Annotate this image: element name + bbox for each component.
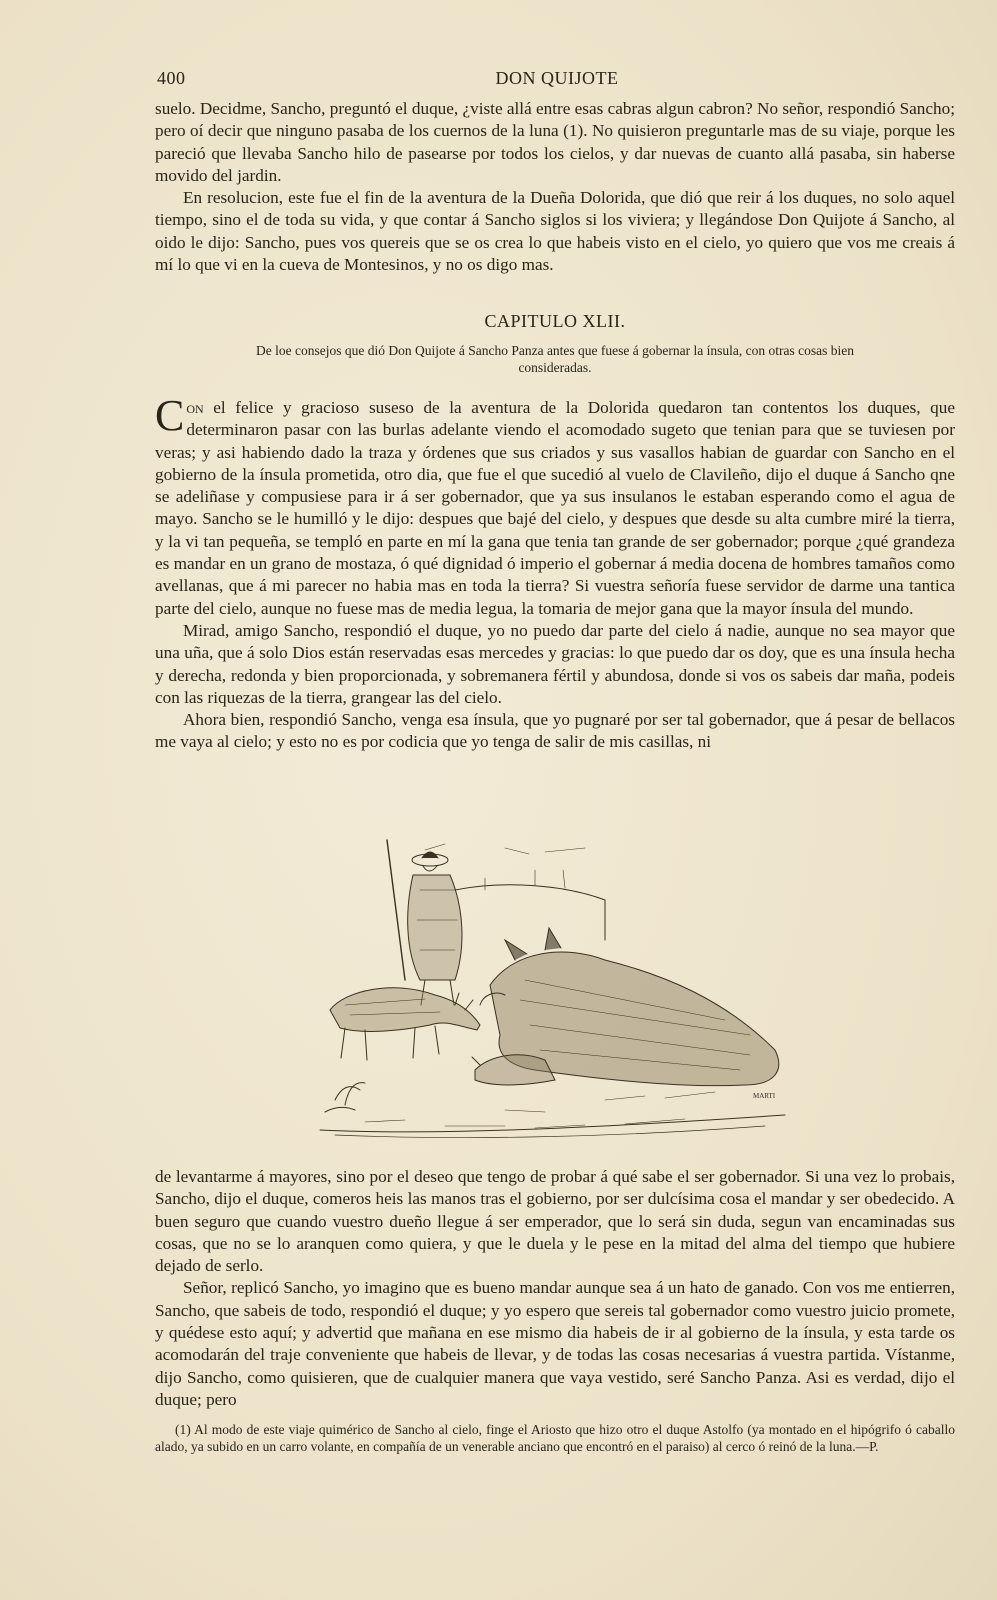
top-text-block — [155, 98, 955, 276]
running-title: DON QUIJOTE — [495, 68, 619, 88]
chapter-subtitle: De loe consejos que dió Don Quijote á Sancho Panza antes que fuese á gobernar la ínsula, con otras cosas bien consideradas. — [256, 343, 854, 375]
paragraph: En resolucion, este fue el fin de la aventura de la Dueña Dolorida, que dió que reir á los duques, no solo aquel tiempo, sino el de toda su vida, y que contar á Sancho siglos si los viviera; y llegándose Don Quijote á Sancho, al oido le dijo: Sancho, pues vos quereis que se os crea lo que habeis visto en el cielo, yo quiero que vos me creais á mí lo que vi en la cueva de Montesinos, y no os digo mas. — [155, 188, 955, 275]
running-header — [157, 68, 957, 94]
paragraph: Ahora bien, respondió Sancho, venga esa ínsula, que yo pugnaré por ser tal gobernador, que á pesar de bellacos me vaya al cielo; y esto no es por codicia que yo tenga de salir de mis casillas, ni — [155, 710, 955, 752]
paragraph: Señor, replicó Sancho, yo imagino que es bueno mandar aunque sea á un hato de ganado. Con vos me entierren, Sancho, que sabeis de todo, respondió el duque; y yo espero que sereis tal gobernador como vuestro juicio promete, y quédese esto aquí; y advertid que mañana en ese mismo dia habeis de ir al gobierno de la ínsula, y esta tarde os acomodarán del traje conveniente que habeis de llevar, y de todas las cosas necesarias á vuestra partida. Vístanme, dijo Sancho, como quisieren, que de cualquier manera que vaya vestido, seré Sancho Panza. Asi es verdad, dijo el duque; pero — [155, 1278, 955, 1409]
drop-cap: C — [155, 391, 185, 440]
footnote-text: (1) Al modo de este viaje quimérico de Sancho al cielo, finge el Ariosto que hizo otro el duque Astolfo (ya montado en el hipógrifo ó caballo alado, ya subido en un carro volante, en compañía de un venerable anciano que encontró en el paraiso) al cerco ó reinó de la luna.—P. — [155, 1422, 955, 1454]
paragraph — [155, 391, 955, 620]
footnote — [155, 1421, 955, 1455]
paragraph-text: el felice y gracioso suseso de la aventura de la Dolorida quedaron tan contentos los duques, que determinaron pasar con las burlas adelante viendo el acomodado sugeto que tenian para que se tuviesen por veras; y asi habiendo dado la traza y órdenes que sus criados y sus vasallos habian de guardar con Sancho en el gobierno de la ínsula prometida, otro dia, que fue el que sucedió al vuelo de Clavileño, dijo el duque á Sancho qne se adeliñase y compusiese para ir á ser gobernador, que ya sus insulanos le estaban esperando como el agua de mayo. Sancho se le humilló y le dijo: despues que bajé del cielo, y despues que desde su alta cumbre miré la tierra, y la vi tan pequeña, se templó en parte en mí la gana que tenia tan grande de ser gobernador; porque ¿qué grandeza es mandar en un grano de mostaza, ó qué dignidad ó imperio el gobernar á media docena de hombres tamaños como avellanas, que á mi parecer no habia mas en toda la tierra? Si vuestra señoría fuese servidor de darme una tantica parte del cielo, aunque no fuese mas de media legua, la tomaria de mejor gana que la mayor ínsula del mundo. — [155, 398, 955, 618]
page-number: 400 — [157, 68, 186, 88]
engraving-illustration — [305, 830, 805, 1150]
paragraph: Mirad, amigo Sancho, respondió el duque, yo no puedo dar parte del cielo á nadie, aunque no sea mayor que una uña, que á solo Dios están reservadas esas mercedes y gracias: lo que puedo dar os doy, que es una ínsula hecha y derecha, redonda y bien proporcionada, y sobremanera fértil y abundosa, donde si vos os sabeis dar maña, podeis con las riquezas de la tierra, grangear las del cielo. — [155, 620, 955, 707]
engraver-signature: MARTI — [753, 1092, 776, 1100]
paragraph: de levantarme á mayores, sino por el deseo que tengo de probar á qué sabe el ser gobernador. Si una vez lo probais, Sancho, dijo el duque, comeros heis las manos tras el gobierno, por ser dulcísima cosa el mandar y ser obedecido. A buen seguro que cuando vuestro dueño llegue á ser emperador, que lo será sin duda, segun van encaminadas sus cosas, que no se lo aranquen como quiera, y que le duela y le pese en la mitad del alma del tiempo que hubiere dejado de serlo. — [155, 1167, 955, 1276]
bottom-text-block — [155, 1166, 955, 1411]
paragraph: suelo. Decidme, Sancho, preguntó el duque, ¿viste allá entre esas cabras algun cabron? No señor, respondió Sancho; pero oí decir que ninguno pasaba de los cuernos de la luna (1). No quisieron preguntarle mas de su viaje, porque les pareció que llevaba Sancho hilo de pasearse por todos los cielos, y dar nuevas de cuanto allá pasaba, sin haberse movido del jardin. — [155, 99, 955, 185]
chapter-title: CAPITULO XLII. — [484, 311, 626, 331]
chapter-text-block — [155, 391, 955, 754]
smallcaps-lead: on — [186, 398, 204, 417]
